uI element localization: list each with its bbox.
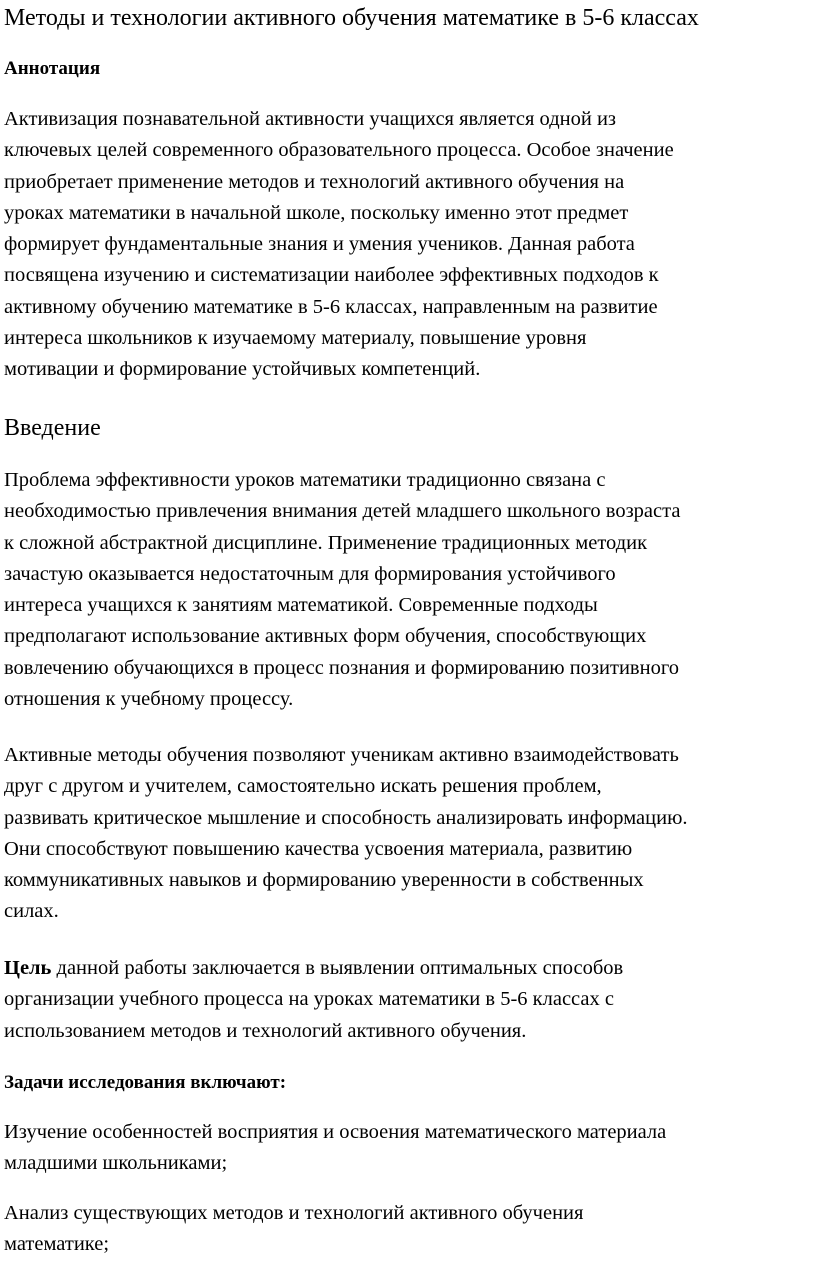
text-line: Активизация познавательной активности учащихся является одной из	[4, 108, 617, 130]
tasks-heading: Задачи исследования включают:	[4, 1072, 287, 1093]
text-line: Изучение особенностей восприятия и освоения математического материала	[4, 1121, 667, 1143]
goal-label: Цель	[4, 957, 52, 979]
text-line: коммуникативных навыков и формированию уверенности в собственных	[4, 869, 644, 892]
text-line: использованием методов и технологий активного обучения.	[4, 1019, 527, 1042]
text-line: ключевых целей современного образовательного процесса. Особое значение	[4, 139, 674, 162]
text-line	[4, 953, 816, 984]
text-line: Проблема эффективности уроков математики традиционно связана с	[4, 469, 606, 491]
text-line: активному обучению математике в 5-6 классах, направленным на развитие	[4, 295, 658, 318]
text-line: формирует фундаментальные знания и умения учеников. Данная работа	[4, 233, 635, 256]
text-line: отношения к учебному процессу.	[4, 688, 294, 711]
introduction-heading: Введение	[4, 415, 101, 441]
text-line: Активные методы обучения позволяют ученикам активно взаимодействовать	[4, 744, 679, 766]
text-line: посвящена изучению и систематизации наиболее эффективных подходов к	[4, 264, 659, 287]
text-line: математике;	[4, 1233, 110, 1256]
text-line: развивать критическое мышление и способность анализировать информацию.	[4, 806, 688, 829]
text-line: организации учебного процесса на уроках математики в 5-6 классах с	[4, 988, 614, 1011]
text-line: друг с другом и учителем, самостоятельно искать решения проблем,	[4, 775, 602, 798]
annotation-paragraph	[4, 104, 816, 386]
document-title: Методы и технологии активного обучения математике в 5-6 классах	[4, 5, 699, 31]
text-line: силах.	[4, 900, 59, 923]
text-line: младшими школьниками;	[4, 1152, 228, 1175]
text-line: предполагают использование активных форм обучения, способствующих	[4, 625, 647, 648]
goal-line-text: данной работы заключается в выявлении оптимальных способов	[51, 957, 624, 979]
task-item-1	[4, 1117, 816, 1180]
text-line: приобретает применение методов и технологий активного обучения на	[4, 170, 625, 193]
text-line: к сложной абстрактной дисциплине. Применение традиционных методик	[4, 531, 648, 554]
text-line: необходимостью привлечения внимания детей младшего школьного возраста	[4, 500, 681, 523]
text-line: зачастую оказывается недостаточным для формирования устойчивого	[4, 562, 616, 585]
text-line: уроках математики в начальной школе, поскольку именно этот предмет	[4, 201, 629, 224]
text-line: Анализ существующих методов и технологий активного обучения	[4, 1202, 584, 1224]
text-line: вовлечению обучающихся в процесс познания и формированию позитивного	[4, 656, 679, 679]
annotation-heading: Аннотация	[4, 58, 101, 79]
goal-paragraph	[4, 953, 816, 1047]
text-line: Они способствуют повышению качества усвоения материала, развитию	[4, 837, 633, 860]
text-line: интереса школьников к изучаемому материалу, повышение уровня	[4, 327, 587, 350]
text-line: интереса учащихся к занятиям математикой. Современные подходы	[4, 594, 598, 617]
text-line: мотивации и формирование устойчивых компетенций.	[4, 358, 481, 381]
introduction-paragraph-1	[4, 465, 816, 715]
task-item-2	[4, 1198, 816, 1261]
introduction-paragraph-2	[4, 740, 816, 928]
